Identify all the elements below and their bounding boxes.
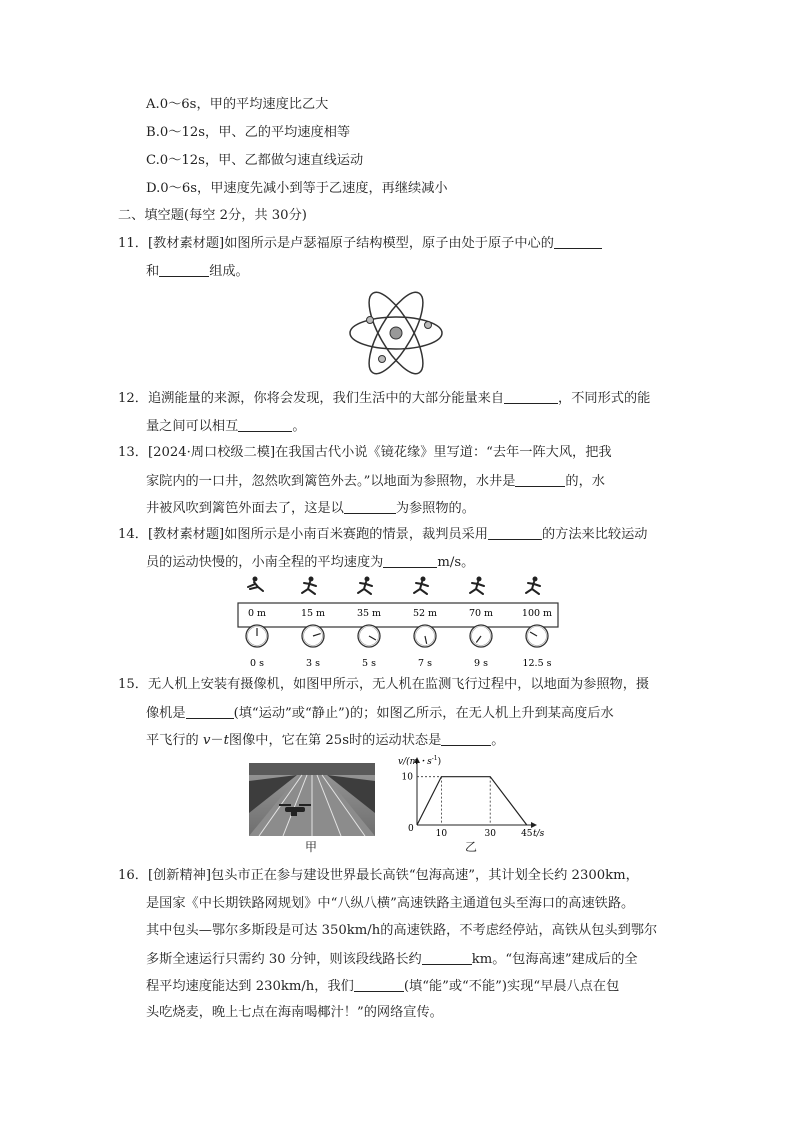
race-figure	[236, 575, 562, 670]
q15-blank-1[interactable]	[186, 704, 234, 719]
q13-text: 家院内的一口井，忽然吹到篱笆外去。”以地面为参照物，水井是	[146, 474, 516, 489]
q15-text-e: 。	[491, 733, 505, 748]
time-label: 5 s	[362, 658, 376, 669]
q11-line2	[146, 262, 249, 281]
runner-icon	[470, 577, 484, 595]
distance-label: 52 m	[412, 608, 438, 619]
x-tick-label: 30	[484, 829, 496, 838]
q15-line1: 15．无人机上安装有摄像机，如图甲所示，无人机在监测飞行过程中，以地面为参照物，摄	[118, 677, 650, 692]
time-label: 7 s	[418, 658, 432, 669]
q15-text: 像机是	[146, 706, 186, 721]
q12-line1	[118, 389, 650, 408]
q16-line5	[146, 977, 619, 996]
x-axis-label: t/s	[533, 829, 545, 838]
q14-blank-1[interactable]	[488, 525, 542, 540]
time-label: 3 s	[306, 658, 320, 669]
q13-blank-2[interactable]	[344, 499, 396, 514]
q12-text-d: 。	[292, 419, 306, 434]
q13-blank-1[interactable]	[515, 472, 565, 487]
q16-blank-1[interactable]	[422, 950, 472, 965]
distance-label: 100 m	[521, 608, 553, 619]
q14-blank-2[interactable]	[383, 553, 437, 568]
fig-label-yi: 乙	[465, 840, 478, 854]
q12-line2	[146, 417, 306, 436]
q11-blank-1[interactable]	[554, 234, 602, 249]
distance-label: 35 m	[356, 608, 382, 619]
q11-text: 11．[教材素材题]如图所示是卢瑟福原子结构模型，原子由处于原子中心的	[118, 236, 554, 251]
q16-line6: 头吃烧麦，晚上七点在海南喝椰汁！”的网络宣传。	[146, 1005, 443, 1020]
q15-blank-2[interactable]	[441, 731, 491, 746]
q12-blank-1[interactable]	[504, 389, 558, 404]
electron	[425, 322, 432, 329]
distance-label: 0 m	[247, 608, 267, 619]
y-tick-label: 10	[401, 772, 413, 783]
stopwatch-icon	[246, 625, 268, 647]
q13-line3	[146, 499, 475, 518]
y-axis-label: v/(m・$s^{-1}$)	[398, 755, 442, 767]
runner-icon	[358, 577, 372, 595]
q14-text-d: m/s。	[437, 555, 475, 570]
fig-label-jia: 甲	[305, 840, 318, 854]
choice-c: C.0～12s，甲、乙都做匀速直线运动	[146, 153, 364, 168]
stopwatch-icon	[414, 625, 436, 647]
time-label: 12.5 s	[522, 658, 552, 669]
q12-text-b: ，不同形式的能	[558, 391, 651, 406]
atom-model-figure	[346, 283, 446, 383]
nucleus	[390, 327, 402, 339]
runner-icon	[526, 577, 540, 595]
vt-chart	[390, 752, 550, 838]
stopwatch-icon	[526, 625, 548, 647]
q12-text: 12．追溯能量的来源，你将会发现，我们生活中的大部分能量来自	[118, 391, 505, 406]
q15-text-d: 图像中，它在第 25s时的运动状态是	[228, 733, 442, 748]
q13-line1: 13．[2024·周口校级二模]在我国古代小说《镜花缘》里写道：“去年一阵大风，把我	[118, 445, 612, 460]
distance-label: 15 m	[300, 608, 326, 619]
q14-line2	[146, 553, 474, 572]
q16-text: 多斯全速运行只需约 30 分钟，则该段线路长约	[146, 952, 422, 967]
q13-text-b: 的，水	[565, 474, 605, 489]
origin-label: 0	[408, 824, 414, 834]
q14-line1	[118, 525, 647, 544]
runner-icon	[248, 577, 263, 592]
q16-blank-2[interactable]	[354, 977, 404, 992]
q14-text-b: 的方法来比较运动	[541, 527, 648, 542]
q15-text-c: 平飞行的	[146, 733, 199, 748]
runner-icon	[302, 577, 316, 595]
q16-text-c: 程平均速度能达到 230km/h，我们	[146, 979, 354, 994]
track-board	[238, 603, 558, 627]
q16-line4	[146, 950, 638, 969]
velocity-series-line	[417, 777, 527, 825]
drone-photo	[249, 763, 375, 836]
electron	[379, 356, 386, 363]
q15-text-b: (填“运动”或“静止”)的；如图乙所示，在无人机上升到某高度后水	[233, 706, 614, 721]
stopwatch-icon	[302, 625, 324, 647]
q15-v-symbol: v	[202, 733, 211, 748]
q12-blank-2[interactable]	[238, 417, 292, 432]
time-label: 0 s	[250, 658, 264, 669]
q13-text-d: 为参照物的。	[395, 501, 475, 516]
distance-label: 70 m	[468, 608, 494, 619]
q16-text-d: (填“能”或“不能”)实现“早晨八点在包	[403, 979, 620, 994]
q16-line3: 其中包头—鄂尔多斯段是可达 350km/h的高速铁路，不考虑经停站，高铁从包头到鄂尔	[146, 923, 658, 938]
q16-text-b: km。“包海高速”建成后的全	[471, 952, 638, 967]
q11-line1	[118, 234, 602, 253]
choice-b: B.0～12s，甲、乙的平均速度相等	[146, 125, 351, 140]
q13-text-c: 井被风吹到篱笆外面去了，这是以	[146, 501, 344, 516]
stopwatch-icon	[470, 625, 492, 647]
q15-line3	[146, 731, 504, 750]
q11-blank-2[interactable]	[159, 262, 209, 277]
q15-dash: －	[210, 733, 224, 748]
q13-line2	[146, 472, 605, 491]
q16-line1: 16．[创新精神]包头市正在参与建设世界最长高铁“包海高速”，其计划全长约 2300km，	[118, 868, 639, 883]
q16-line2: 是国家《中长期铁路网规划》中“八纵八横”高速铁路主通道包头至海口的高速铁路。	[146, 896, 635, 911]
choice-a: A.0～6s，甲的平均速度比乙大	[146, 97, 329, 112]
q12-text-c: 量之间可以相互	[146, 419, 239, 434]
time-label: 9 s	[474, 658, 488, 669]
choice-d: D.0～6s，甲速度先减小到等于乙速度，再继续减小	[146, 181, 448, 196]
electron	[367, 317, 374, 324]
q14-text-c: 员的运动快慢的，小南全程的平均速度为	[146, 555, 384, 570]
q11-text-end: 组成。	[209, 264, 249, 279]
section-heading: 二、填空题(每空 2分，共 30分)	[118, 208, 307, 223]
q14-text: 14．[教材素材题]如图所示是小南百米赛跑的情景，裁判员采用	[118, 527, 488, 542]
runner-icon	[414, 577, 428, 595]
stopwatch-icon	[358, 625, 380, 647]
q11-text-and: 和	[146, 264, 160, 279]
x-tick-label: 10	[435, 829, 448, 838]
x-tick-label: 45	[521, 829, 533, 838]
q15-t-symbol: t	[223, 733, 229, 748]
q15-line2	[146, 704, 614, 723]
